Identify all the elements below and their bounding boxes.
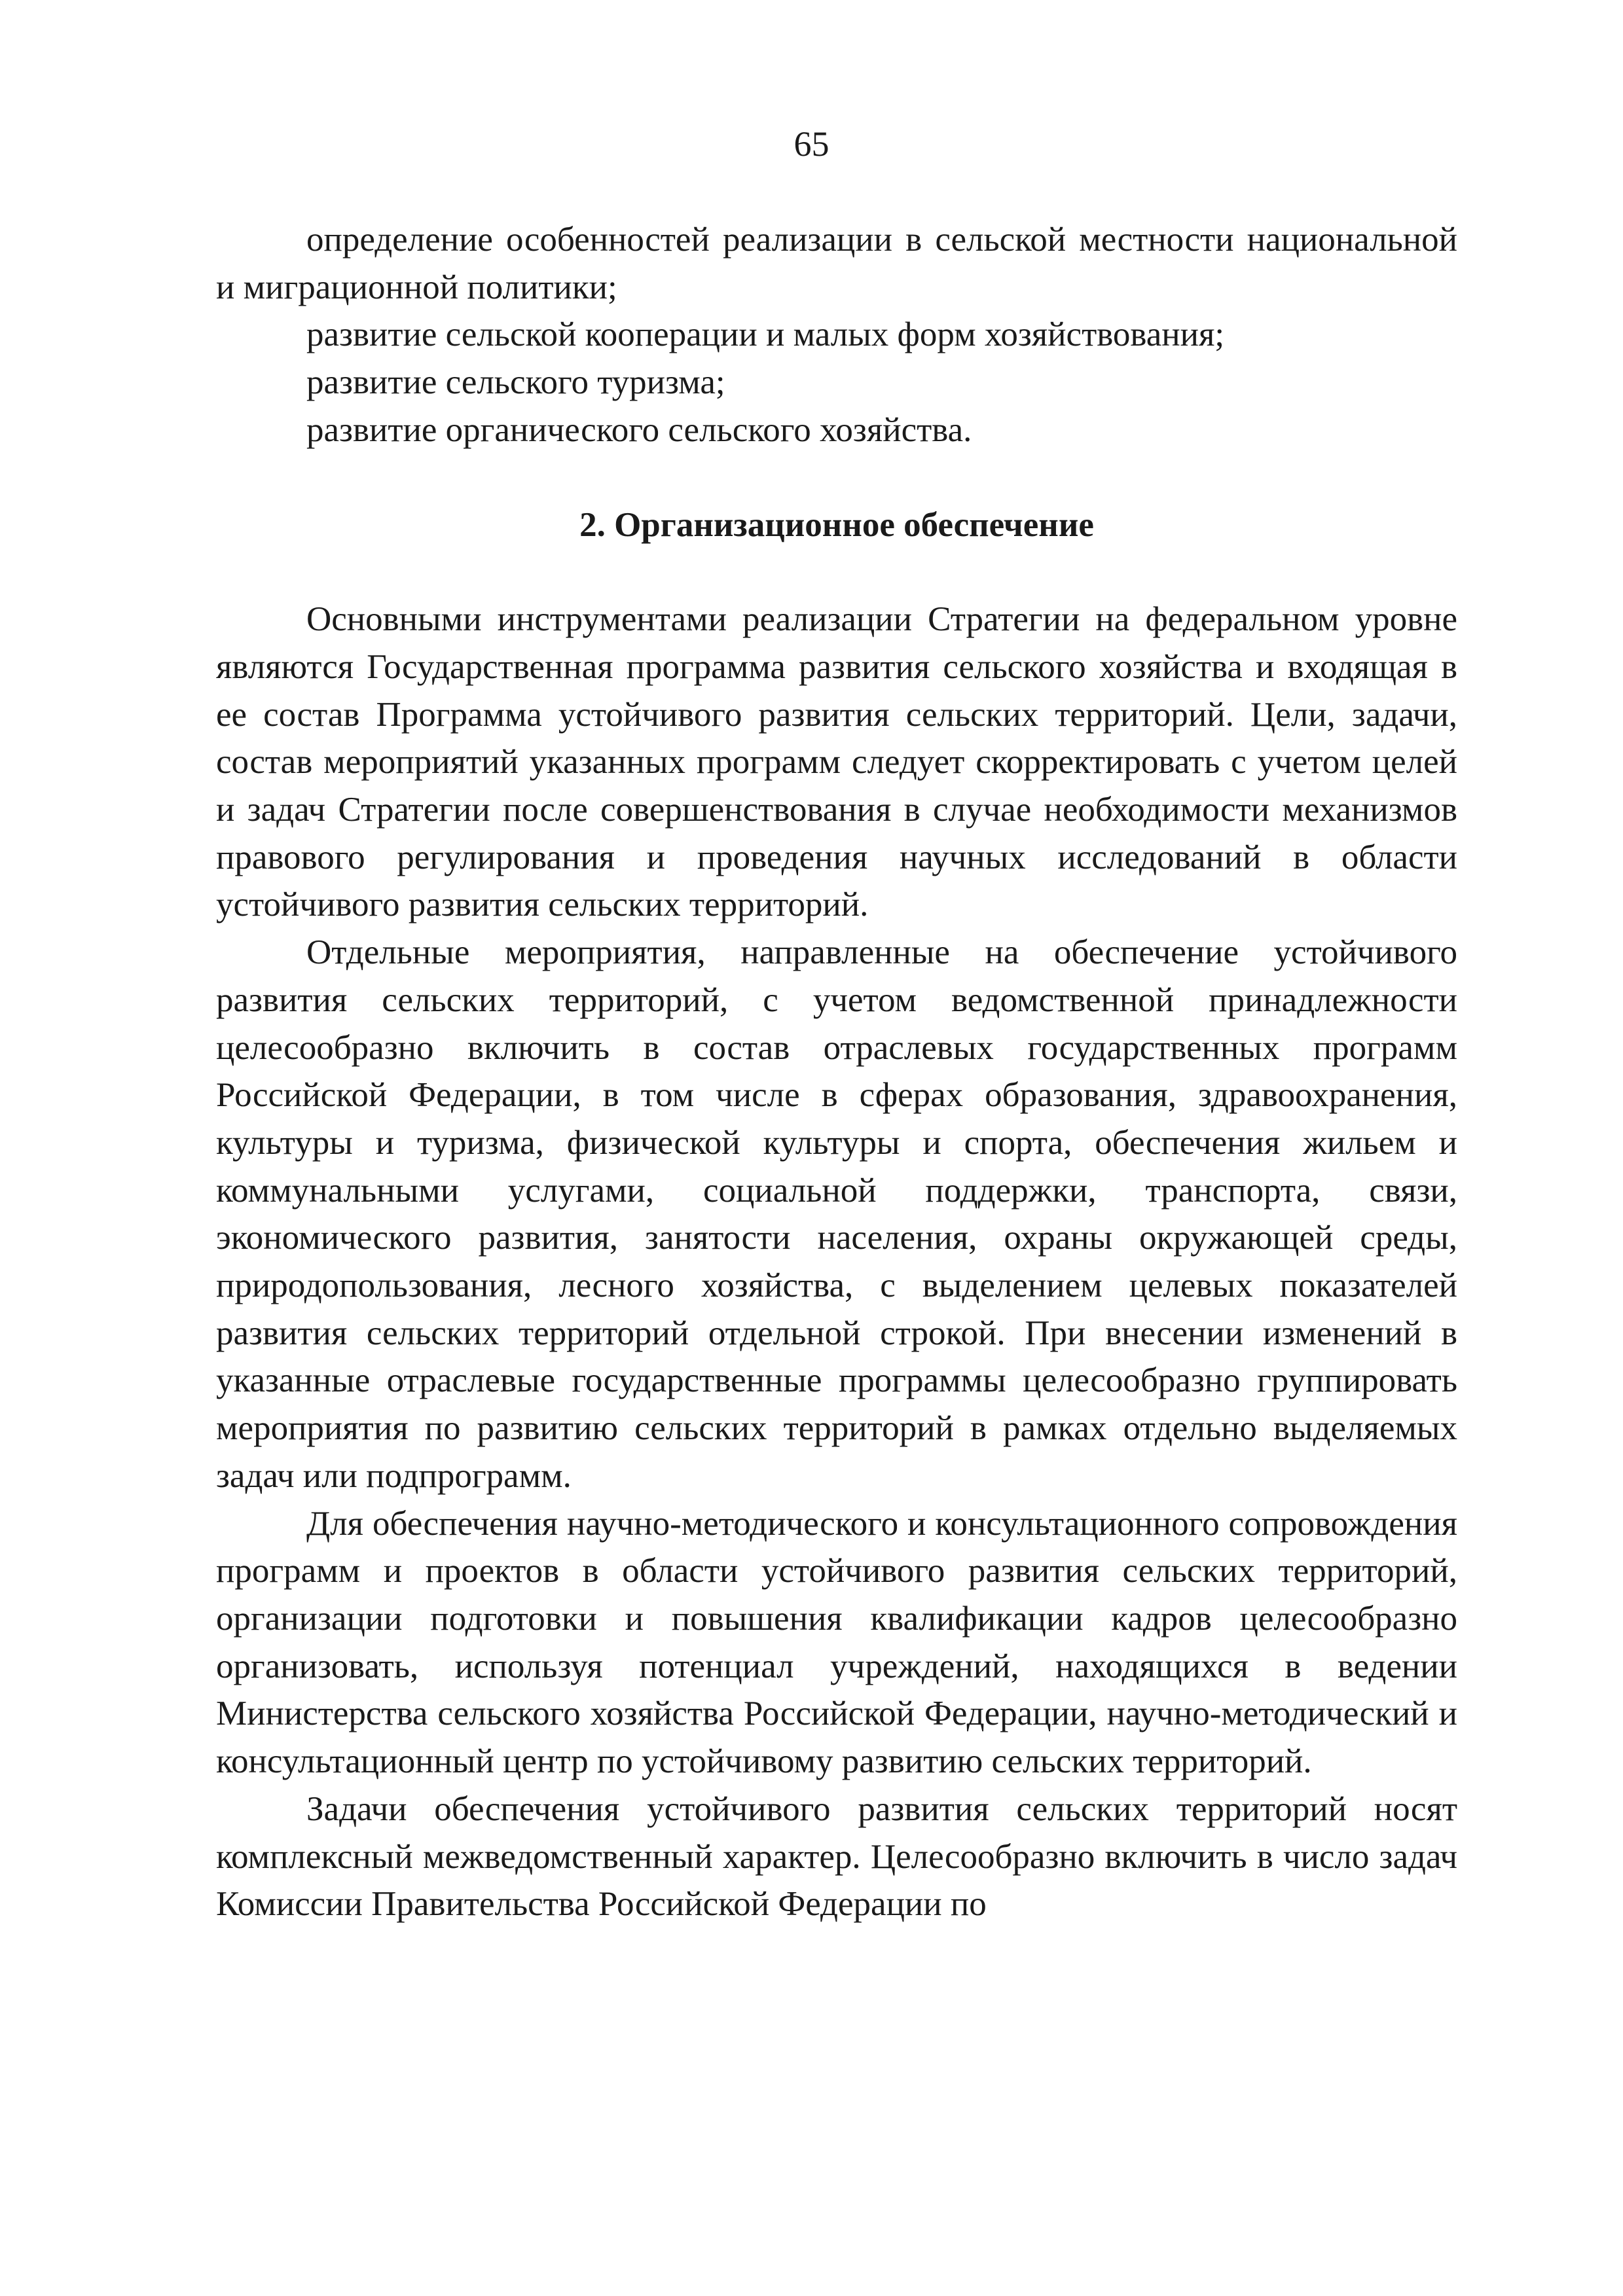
paragraph-main-instruments: Основными инструментами реализации Стратегии на федеральном уровне являются Государственная программа развития сельского хозяйства и входящая в ее состав Программа устойчивого развития сельских территорий. Цели, задачи, состав мероприятий указанных программ следует скорректировать с учетом целей и задач Стратегии после совершенствования в случае необходимости механизмов правового регулирования и проведения научных исследований в области устойчивого развития сельских территорий. — [216, 600, 1457, 924]
section-heading: 2. Организационное обеспечение — [579, 505, 1094, 544]
paragraph-rural-cooperation: развитие сельской кооперации и малых форм хозяйствования; — [306, 315, 1225, 354]
paragraph-separate-measures: Отдельные мероприятия, направленные на обеспечение устойчивого развития сельских территорий, с учетом ведомственной принадлежности целесообразно включить в состав отраслевых государственных программ Российской Федерации, в том числе в сферах образования, здравоохранения, культуры и туризма, физической культуры и спорта, обеспечения жильем и коммунальными услугами, социальной поддержки, транспорта, связи, экономического развития, занятости населения, охраны окружающей среды, природопользования, лесного хозяйства, с выделением целевых показателей развития сельских территорий отдельной строкой. При внесении изменений в указанные отраслевые государственные программы целесообразно группировать мероприятия по развитию сельских территорий в рамках отдельно выделяемых задач или подпрограмм. — [216, 933, 1457, 1495]
page-number: 65 — [793, 124, 830, 164]
paragraph-organic-agriculture: развитие органического сельского хозяйства. — [306, 410, 972, 449]
paragraph-methodical-support: Для обеспечения научно-методического и консультационного сопровождения программ и проектов в области устойчивого развития сельских территорий, организации подготовки и повышения квалификации кадров целесообразно организовать, используя потенциал учреждений, находящихся в ведении Министерства сельского хозяйства Российской Федерации, научно-методический и консультационный центр по устойчивому развитию сельских территорий. — [216, 1504, 1457, 1781]
paragraph-rural-tourism: развитие сельского туризма; — [306, 363, 725, 402]
page-content — [216, 216, 1457, 1928]
paragraph-interagency-tasks: Задачи обеспечения устойчивого развития сельских территорий носят комплексный межведомственный характер. Целесообразно включить в число задач Комиссии Правительства Российской Федерации по — [216, 1789, 1457, 1924]
paragraph-national-migration-policy: определение особенностей реализации в сельской местности национальной и миграционной политики; — [216, 221, 1457, 306]
